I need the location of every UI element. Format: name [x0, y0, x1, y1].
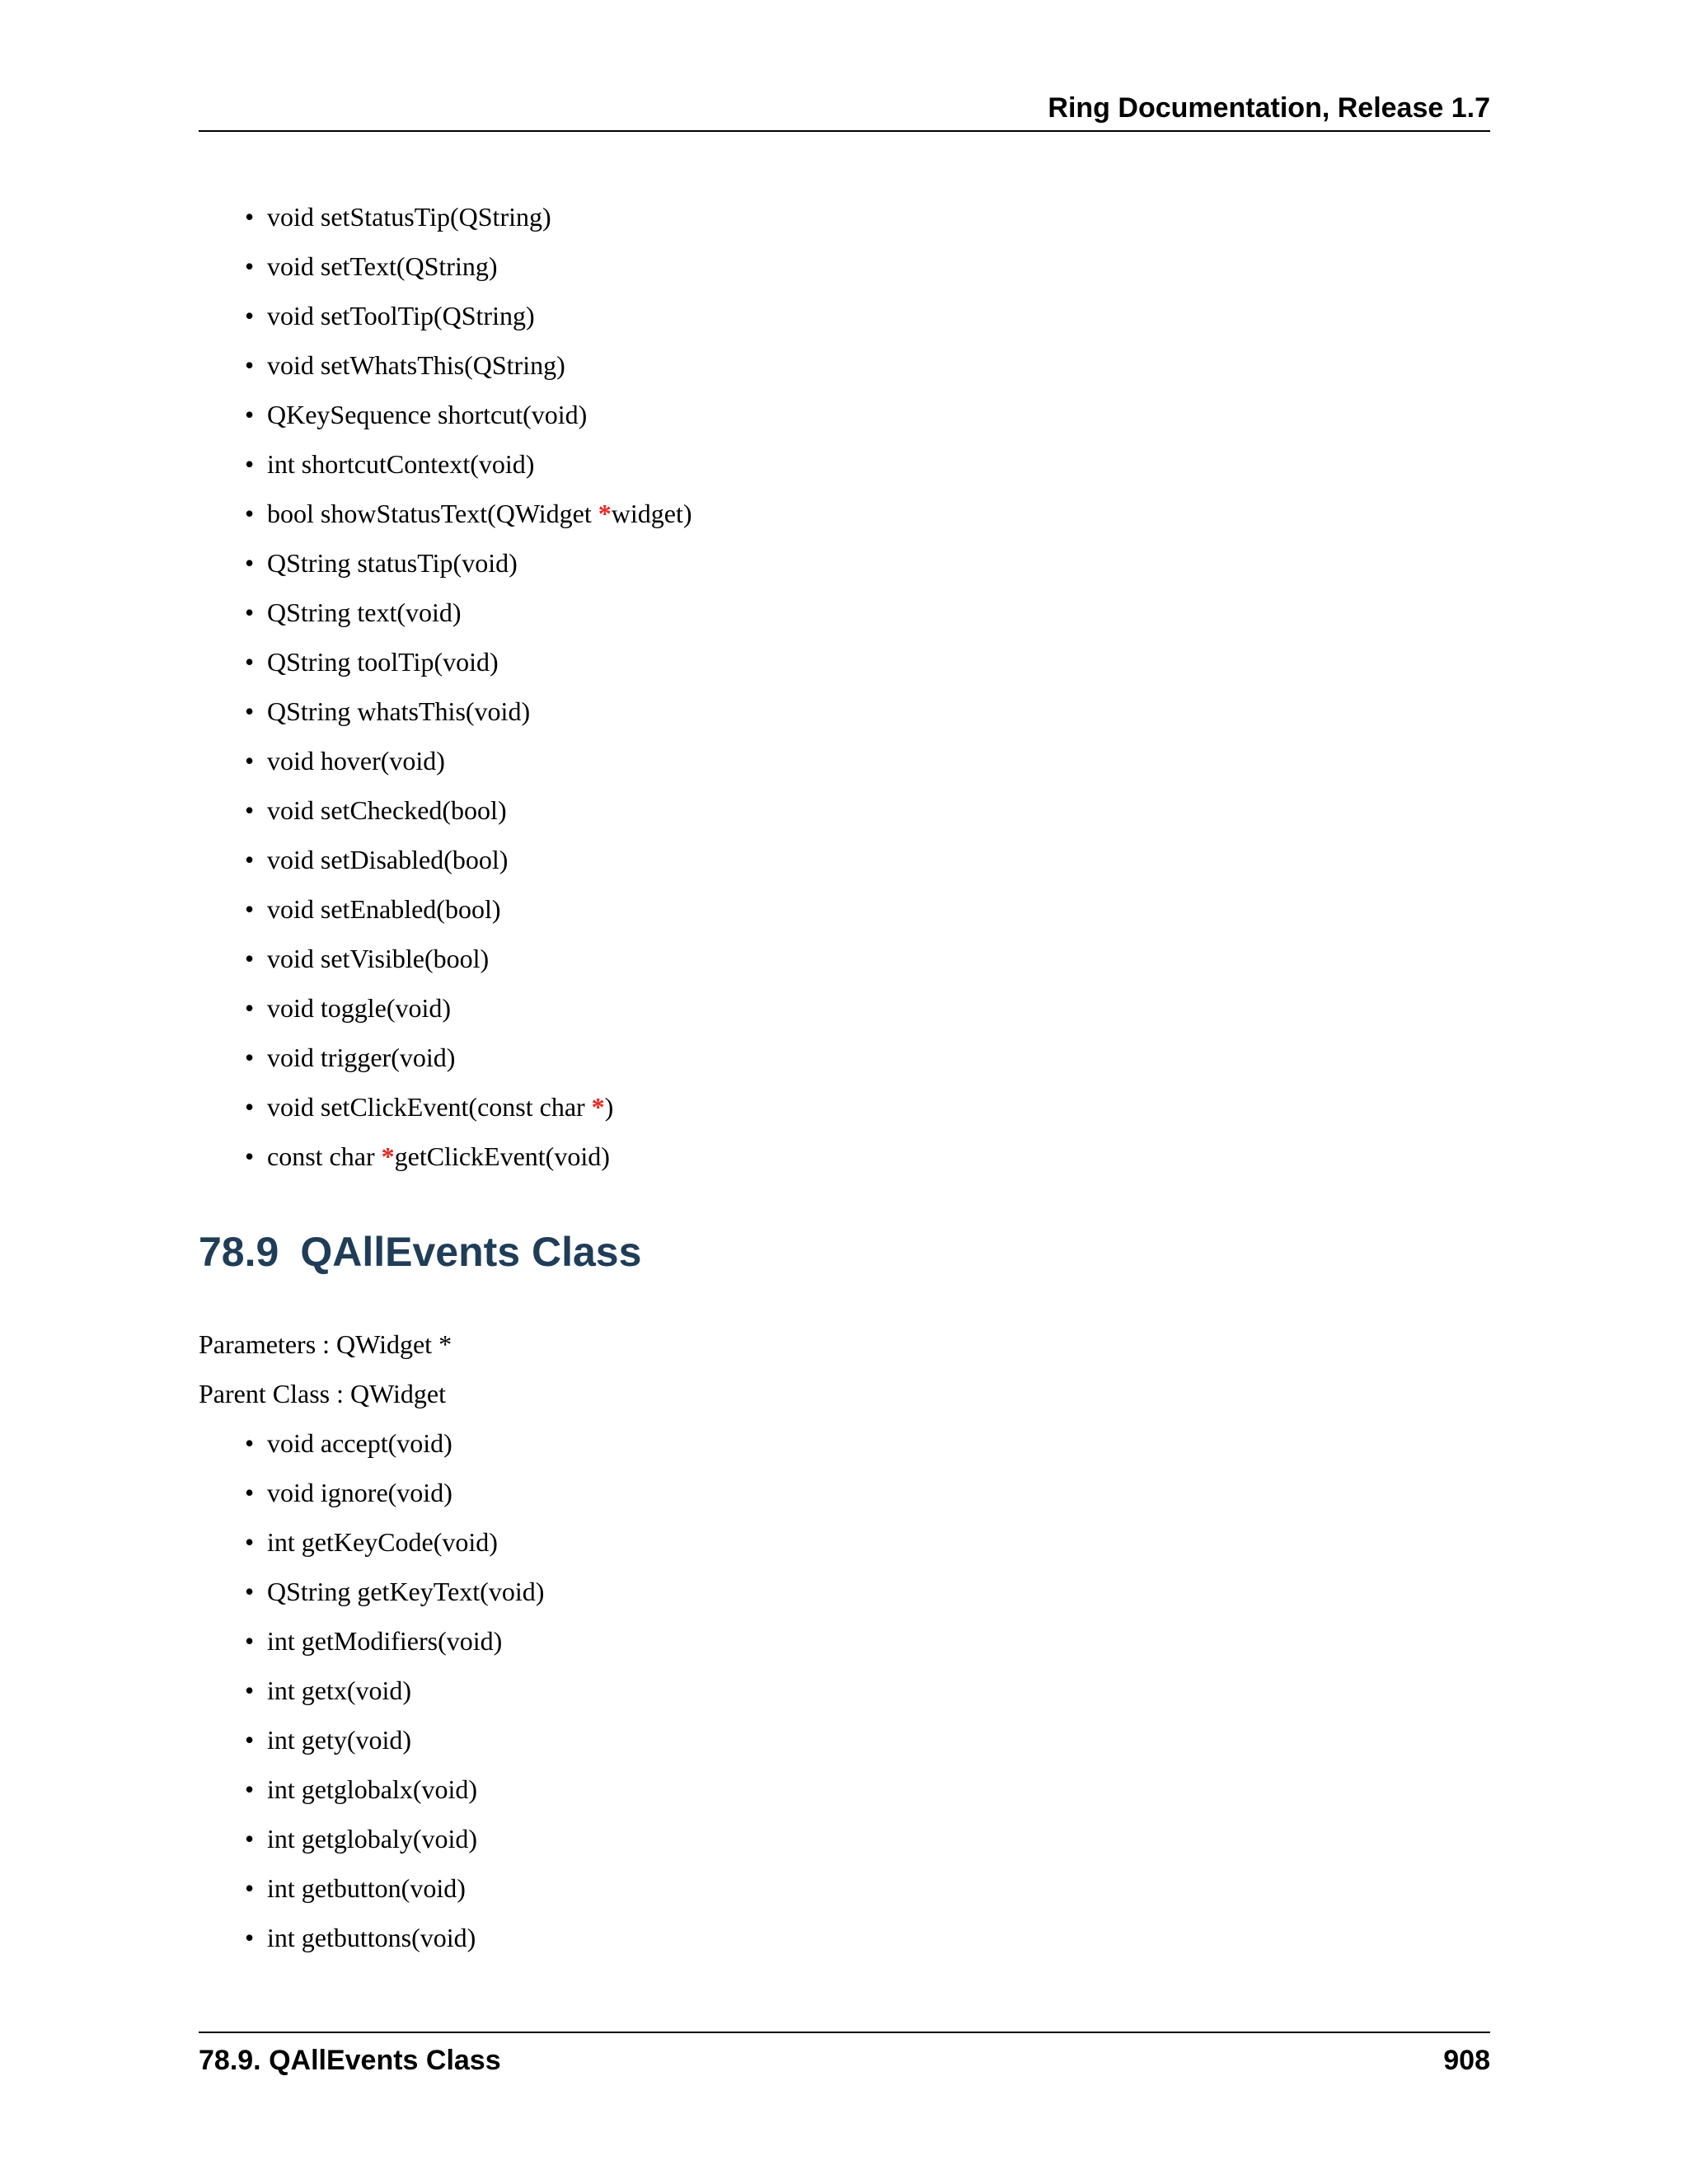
method-list-qallevents: [199, 1418, 544, 1962]
parent-class-line: Parent Class : QWidget: [199, 1379, 446, 1408]
bullet-icon: •: [245, 499, 255, 528]
bullet-icon: •: [245, 1675, 255, 1705]
method-signature-rest: widget): [611, 499, 692, 528]
pointer-asterisk: *: [381, 1141, 395, 1171]
method-signature: void trigger(void): [267, 1043, 456, 1072]
method-signature: void setStatusTip(QString): [267, 202, 551, 232]
list-item: [199, 192, 692, 241]
list-item: [199, 1616, 544, 1666]
list-item: [199, 1814, 544, 1863]
bullet-icon: •: [245, 647, 255, 677]
bullet-icon: •: [245, 1141, 255, 1171]
method-signature: QKeySequence shortcut(void): [267, 400, 588, 429]
method-signature: int getx(void): [267, 1675, 412, 1705]
bullet-icon: •: [245, 1923, 255, 1952]
method-signature: void setDisabled(bool): [267, 845, 509, 874]
bullet-icon: •: [245, 1577, 255, 1606]
method-signature: void setWhatsThis(QString): [267, 350, 565, 380]
method-signature: QString getKeyText(void): [267, 1577, 545, 1606]
list-item: [199, 1765, 544, 1814]
bullet-icon: •: [245, 1428, 255, 1458]
list-item: [199, 1863, 544, 1913]
bullet-icon: •: [245, 1873, 255, 1903]
list-item: [199, 1468, 544, 1517]
method-signature: void toggle(void): [267, 993, 452, 1023]
running-footer: [199, 2032, 1490, 2076]
list-item: [199, 884, 692, 934]
method-signature: int getglobalx(void): [267, 1774, 478, 1804]
bullet-icon: •: [245, 1092, 255, 1122]
bullet-icon: •: [245, 1478, 255, 1507]
list-item: [199, 1666, 544, 1715]
method-signature-rest: ): [604, 1092, 614, 1122]
list-item: [199, 1082, 692, 1132]
method-signature: int getglobaly(void): [267, 1824, 478, 1854]
bullet-icon: •: [245, 845, 255, 874]
method-signature: int shortcutContext(void): [267, 449, 535, 479]
bullet-icon: •: [245, 598, 255, 627]
bullet-icon: •: [245, 696, 255, 726]
method-signature: void setToolTip(QString): [267, 301, 535, 330]
bullet-icon: •: [245, 301, 255, 330]
bullet-icon: •: [245, 202, 255, 232]
list-item: [199, 1033, 692, 1082]
bullet-icon: •: [245, 1043, 255, 1072]
section-heading: [199, 1228, 641, 1276]
list-item: [199, 687, 692, 736]
method-signature: int getbutton(void): [267, 1873, 466, 1903]
section-number: 78.9: [199, 1229, 279, 1275]
list-item: [199, 439, 692, 489]
bullet-icon: •: [245, 1626, 255, 1656]
footer-section-label: 78.9. QAllEvents Class: [199, 2045, 501, 2076]
method-signature: void setText(QString): [267, 251, 498, 281]
list-item: [199, 241, 692, 291]
list-item: [199, 1913, 544, 1962]
method-signature: void accept(void): [267, 1428, 452, 1458]
bullet-icon: •: [245, 548, 255, 578]
bullet-icon: •: [245, 993, 255, 1023]
bullet-icon: •: [245, 1774, 255, 1804]
method-signature: void ignore(void): [267, 1478, 452, 1507]
bullet-icon: •: [245, 746, 255, 776]
method-signature: QString text(void): [267, 598, 462, 627]
list-item: [199, 390, 692, 439]
document-title: Ring Documentation, Release 1.7: [1048, 92, 1490, 124]
method-signature: void setClickEvent(const char: [267, 1092, 592, 1122]
bullet-icon: •: [245, 350, 255, 380]
list-item: [199, 1567, 544, 1616]
method-signature: int getbuttons(void): [267, 1923, 476, 1952]
list-item: [199, 934, 692, 983]
list-item: [199, 835, 692, 884]
running-header: [199, 89, 1490, 132]
list-item: [199, 637, 692, 687]
method-signature: bool showStatusText(QWidget: [267, 499, 598, 528]
pointer-asterisk: *: [591, 1092, 605, 1122]
method-signature-rest: getClickEvent(void): [394, 1141, 610, 1171]
list-item: [199, 736, 692, 785]
method-signature: void hover(void): [267, 746, 445, 776]
list-item: [199, 340, 692, 390]
method-signature: void setChecked(bool): [267, 795, 507, 825]
bullet-icon: •: [245, 251, 255, 281]
list-item: [199, 538, 692, 588]
section-title: QAllEvents Class: [300, 1229, 642, 1275]
method-signature: const char: [267, 1141, 382, 1171]
list-item: [199, 1517, 544, 1567]
method-signature: int getModifiers(void): [267, 1626, 503, 1656]
bullet-icon: •: [245, 400, 255, 429]
list-item: [199, 785, 692, 835]
method-signature: QString toolTip(void): [267, 647, 499, 677]
list-item: [199, 291, 692, 340]
list-item: [199, 1715, 544, 1765]
method-signature: int gety(void): [267, 1725, 412, 1755]
list-item: [199, 588, 692, 637]
bullet-icon: •: [245, 1725, 255, 1755]
method-signature: void setEnabled(bool): [267, 894, 501, 924]
list-item: [199, 1418, 544, 1468]
method-signature: int getKeyCode(void): [267, 1527, 498, 1557]
method-signature: QString whatsThis(void): [267, 696, 531, 726]
bullet-icon: •: [245, 1824, 255, 1854]
bullet-icon: •: [245, 795, 255, 825]
list-item: [199, 983, 692, 1033]
pointer-asterisk: *: [598, 499, 612, 528]
method-signature: void setVisible(bool): [267, 944, 490, 973]
method-list-continued: [199, 192, 692, 1181]
bullet-icon: •: [245, 449, 255, 479]
bullet-icon: •: [245, 944, 255, 973]
method-signature: QString statusTip(void): [267, 548, 518, 578]
parameters-line: Parameters : QWidget *: [199, 1329, 452, 1359]
bullet-icon: •: [245, 1527, 255, 1557]
bullet-icon: •: [245, 894, 255, 924]
page-number: 908: [1443, 2045, 1490, 2076]
list-item: [199, 489, 692, 538]
list-item: [199, 1132, 692, 1181]
